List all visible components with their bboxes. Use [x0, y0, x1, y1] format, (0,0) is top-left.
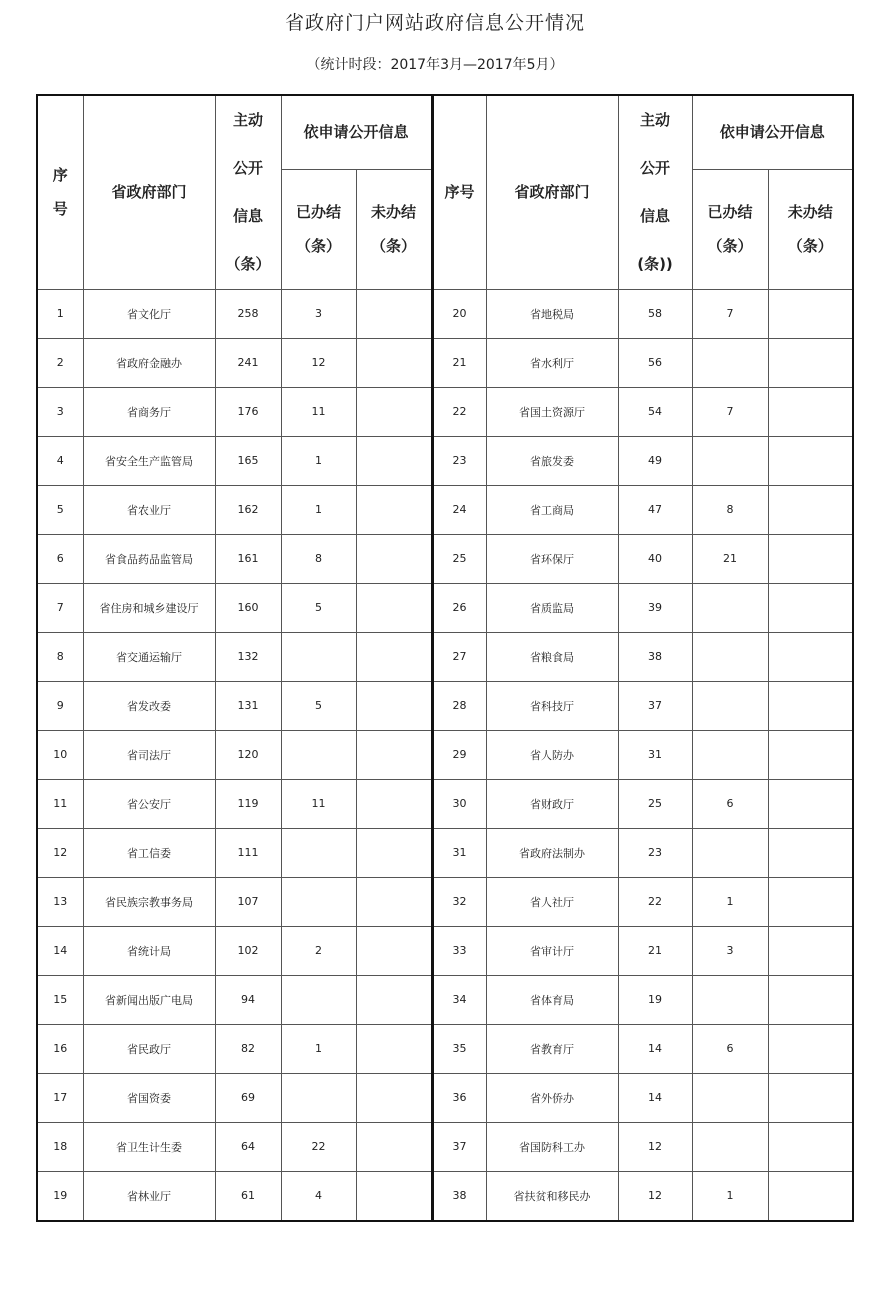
table-row: [37, 1024, 853, 1073]
left-done-cell: [281, 975, 356, 1024]
left-active-cell: 82: [215, 1024, 281, 1073]
left-active-cell: 69: [215, 1073, 281, 1122]
left-pending-cell: [356, 975, 432, 1024]
left-done-cell: [281, 632, 356, 681]
right-pending-cell: [768, 534, 853, 583]
right-pending-cell: [768, 1122, 853, 1171]
left-pending-cell: [356, 338, 432, 387]
right-dept-cell: 省国防科工办: [486, 1122, 618, 1171]
left-done-cell: 12: [281, 338, 356, 387]
right-active-cell: 58: [618, 289, 692, 338]
left-done-cell: 8: [281, 534, 356, 583]
table-row: [37, 730, 853, 779]
right-seq-cell: 35: [432, 1024, 486, 1073]
right-dept-cell: 省质监局: [486, 583, 618, 632]
left-seq-cell: 12: [37, 828, 83, 877]
left-active-cell: 160: [215, 583, 281, 632]
left-dept-cell: 省交通运输厅: [83, 632, 215, 681]
left-active-cell: 120: [215, 730, 281, 779]
right-done-cell: [692, 975, 768, 1024]
right-dept-cell: 省财政厅: [486, 779, 618, 828]
right-dept-cell: 省人防办: [486, 730, 618, 779]
header-apply-left: 依申请公开信息: [281, 95, 432, 169]
left-active-cell: 165: [215, 436, 281, 485]
right-seq-cell: 31: [432, 828, 486, 877]
table-row: [37, 534, 853, 583]
right-seq-cell: 28: [432, 681, 486, 730]
right-pending-cell: [768, 681, 853, 730]
left-done-cell: 5: [281, 681, 356, 730]
left-done-cell: 4: [281, 1171, 356, 1221]
left-active-cell: 131: [215, 681, 281, 730]
right-active-cell: 47: [618, 485, 692, 534]
left-dept-cell: 省司法厅: [83, 730, 215, 779]
left-dept-cell: 省政府金融办: [83, 338, 215, 387]
right-active-cell: 40: [618, 534, 692, 583]
right-active-cell: 21: [618, 926, 692, 975]
left-seq-cell: 16: [37, 1024, 83, 1073]
right-active-cell: 31: [618, 730, 692, 779]
left-dept-cell: 省农业厅: [83, 485, 215, 534]
header-active-right: 主动 公开 信息 (条)): [618, 95, 692, 289]
right-done-cell: 6: [692, 1024, 768, 1073]
table-row: [37, 1073, 853, 1122]
right-done-cell: 6: [692, 779, 768, 828]
table-row: [37, 583, 853, 632]
header-apply-right: 依申请公开信息: [692, 95, 853, 169]
header-seq-right: 序号: [432, 95, 486, 289]
right-seq-cell: 32: [432, 877, 486, 926]
right-done-cell: [692, 1073, 768, 1122]
right-pending-cell: [768, 583, 853, 632]
table-row: [37, 338, 853, 387]
right-dept-cell: 省环保厅: [486, 534, 618, 583]
left-pending-cell: [356, 1024, 432, 1073]
right-pending-cell: [768, 926, 853, 975]
right-done-cell: 3: [692, 926, 768, 975]
right-seq-cell: 20: [432, 289, 486, 338]
left-dept-cell: 省住房和城乡建设厅: [83, 583, 215, 632]
left-done-cell: 11: [281, 387, 356, 436]
left-seq-cell: 6: [37, 534, 83, 583]
left-seq-cell: 15: [37, 975, 83, 1024]
left-done-cell: 1: [281, 485, 356, 534]
left-seq-cell: 8: [37, 632, 83, 681]
right-dept-cell: 省科技厅: [486, 681, 618, 730]
right-seq-cell: 25: [432, 534, 486, 583]
right-seq-cell: 29: [432, 730, 486, 779]
left-pending-cell: [356, 436, 432, 485]
left-done-cell: 22: [281, 1122, 356, 1171]
left-seq-cell: 3: [37, 387, 83, 436]
header-done-right: 已办结 （条）: [692, 169, 768, 289]
left-seq-cell: 13: [37, 877, 83, 926]
right-dept-cell: 省工商局: [486, 485, 618, 534]
table-body: [37, 289, 853, 1221]
left-seq-cell: 11: [37, 779, 83, 828]
left-active-cell: 61: [215, 1171, 281, 1221]
right-dept-cell: 省国土资源厅: [486, 387, 618, 436]
table-row: [37, 779, 853, 828]
left-active-cell: 94: [215, 975, 281, 1024]
left-seq-cell: 9: [37, 681, 83, 730]
right-dept-cell: 省审计厅: [486, 926, 618, 975]
left-dept-cell: 省发改委: [83, 681, 215, 730]
right-seq-cell: 26: [432, 583, 486, 632]
page-subtitle: （统计时段：2017年3月—2017年5月）: [306, 57, 564, 73]
right-active-cell: 23: [618, 828, 692, 877]
left-dept-cell: 省林业厅: [83, 1171, 215, 1221]
table-row: [37, 1171, 853, 1221]
left-pending-cell: [356, 289, 432, 338]
disclosure-table: [36, 94, 854, 1222]
right-active-cell: 19: [618, 975, 692, 1024]
left-seq-cell: 1: [37, 289, 83, 338]
left-dept-cell: 省卫生计生委: [83, 1122, 215, 1171]
right-seq-cell: 38: [432, 1171, 486, 1221]
header-dept-right: 省政府部门: [486, 95, 618, 289]
header-active-left: 主动 公开 信息 （条）: [215, 95, 281, 289]
header-dept-left: 省政府部门: [83, 95, 215, 289]
left-pending-cell: [356, 632, 432, 681]
left-active-cell: 176: [215, 387, 281, 436]
right-active-cell: 38: [618, 632, 692, 681]
left-seq-cell: 10: [37, 730, 83, 779]
right-pending-cell: [768, 1073, 853, 1122]
right-pending-cell: [768, 338, 853, 387]
right-done-cell: 1: [692, 1171, 768, 1221]
left-pending-cell: [356, 485, 432, 534]
table-row: [37, 828, 853, 877]
left-active-cell: 107: [215, 877, 281, 926]
left-pending-cell: [356, 387, 432, 436]
right-pending-cell: [768, 828, 853, 877]
left-pending-cell: [356, 828, 432, 877]
right-done-cell: 7: [692, 387, 768, 436]
right-dept-cell: 省旅发委: [486, 436, 618, 485]
header-pending-right: 未办结 （条）: [768, 169, 853, 289]
right-seq-cell: 27: [432, 632, 486, 681]
table-row: [37, 485, 853, 534]
table-row: [37, 436, 853, 485]
right-seq-cell: 23: [432, 436, 486, 485]
left-dept-cell: 省商务厅: [83, 387, 215, 436]
right-active-cell: 12: [618, 1171, 692, 1221]
right-pending-cell: [768, 779, 853, 828]
right-seq-cell: 24: [432, 485, 486, 534]
left-pending-cell: [356, 534, 432, 583]
left-active-cell: 241: [215, 338, 281, 387]
right-seq-cell: 36: [432, 1073, 486, 1122]
right-done-cell: [692, 828, 768, 877]
right-active-cell: 14: [618, 1024, 692, 1073]
header-seq-left: 序 号: [37, 95, 83, 289]
left-done-cell: [281, 1073, 356, 1122]
left-dept-cell: 省食品药品监管局: [83, 534, 215, 583]
right-active-cell: 37: [618, 681, 692, 730]
right-pending-cell: [768, 289, 853, 338]
right-pending-cell: [768, 632, 853, 681]
right-pending-cell: [768, 387, 853, 436]
left-dept-cell: 省民族宗教事务局: [83, 877, 215, 926]
right-pending-cell: [768, 1024, 853, 1073]
left-active-cell: 64: [215, 1122, 281, 1171]
table-row: [37, 877, 853, 926]
right-active-cell: 54: [618, 387, 692, 436]
right-done-cell: [692, 1122, 768, 1171]
table-row: [37, 1122, 853, 1171]
right-done-cell: 1: [692, 877, 768, 926]
right-active-cell: 14: [618, 1073, 692, 1122]
left-done-cell: 1: [281, 436, 356, 485]
left-pending-cell: [356, 926, 432, 975]
left-dept-cell: 省工信委: [83, 828, 215, 877]
page-title: 省政府门户网站政府信息公开情况: [284, 12, 585, 34]
right-done-cell: [692, 436, 768, 485]
left-seq-cell: 4: [37, 436, 83, 485]
left-active-cell: 162: [215, 485, 281, 534]
right-pending-cell: [768, 730, 853, 779]
right-done-cell: [692, 681, 768, 730]
left-active-cell: 119: [215, 779, 281, 828]
right-seq-cell: 30: [432, 779, 486, 828]
left-active-cell: 258: [215, 289, 281, 338]
right-pending-cell: [768, 436, 853, 485]
left-pending-cell: [356, 1122, 432, 1171]
left-done-cell: [281, 730, 356, 779]
right-dept-cell: 省扶贫和移民办: [486, 1171, 618, 1221]
left-dept-cell: 省国资委: [83, 1073, 215, 1122]
left-done-cell: 11: [281, 779, 356, 828]
table-row: [37, 975, 853, 1024]
left-seq-cell: 19: [37, 1171, 83, 1221]
left-dept-cell: 省文化厅: [83, 289, 215, 338]
right-pending-cell: [768, 1171, 853, 1221]
right-active-cell: 49: [618, 436, 692, 485]
right-pending-cell: [768, 877, 853, 926]
right-dept-cell: 省政府法制办: [486, 828, 618, 877]
right-done-cell: [692, 338, 768, 387]
table-row: [37, 632, 853, 681]
right-pending-cell: [768, 975, 853, 1024]
left-pending-cell: [356, 1073, 432, 1122]
left-seq-cell: 14: [37, 926, 83, 975]
left-done-cell: [281, 877, 356, 926]
left-active-cell: 111: [215, 828, 281, 877]
header-pending-left: 未办结 （条）: [356, 169, 432, 289]
table-row: [37, 926, 853, 975]
right-done-cell: 8: [692, 485, 768, 534]
left-seq-cell: 5: [37, 485, 83, 534]
right-dept-cell: 省教育厅: [486, 1024, 618, 1073]
right-active-cell: 56: [618, 338, 692, 387]
left-pending-cell: [356, 877, 432, 926]
table-row: [37, 681, 853, 730]
left-pending-cell: [356, 1171, 432, 1221]
right-pending-cell: [768, 485, 853, 534]
right-seq-cell: 33: [432, 926, 486, 975]
right-active-cell: 25: [618, 779, 692, 828]
right-seq-cell: 34: [432, 975, 486, 1024]
right-seq-cell: 37: [432, 1122, 486, 1171]
left-dept-cell: 省公安厅: [83, 779, 215, 828]
left-dept-cell: 省新闻出版广电局: [83, 975, 215, 1024]
right-active-cell: 22: [618, 877, 692, 926]
left-pending-cell: [356, 583, 432, 632]
right-dept-cell: 省外侨办: [486, 1073, 618, 1122]
left-seq-cell: 17: [37, 1073, 83, 1122]
left-dept-cell: 省统计局: [83, 926, 215, 975]
right-done-cell: 21: [692, 534, 768, 583]
right-dept-cell: 省体育局: [486, 975, 618, 1024]
left-done-cell: 2: [281, 926, 356, 975]
right-done-cell: [692, 583, 768, 632]
right-seq-cell: 21: [432, 338, 486, 387]
left-done-cell: 5: [281, 583, 356, 632]
left-pending-cell: [356, 779, 432, 828]
right-active-cell: 12: [618, 1122, 692, 1171]
right-active-cell: 39: [618, 583, 692, 632]
right-seq-cell: 22: [432, 387, 486, 436]
left-dept-cell: 省安全生产监管局: [83, 436, 215, 485]
right-dept-cell: 省粮食局: [486, 632, 618, 681]
right-dept-cell: 省地税局: [486, 289, 618, 338]
left-pending-cell: [356, 730, 432, 779]
left-active-cell: 102: [215, 926, 281, 975]
header-done-left: 已办结 （条）: [281, 169, 356, 289]
table-row: [37, 387, 853, 436]
left-seq-cell: 18: [37, 1122, 83, 1171]
left-done-cell: 3: [281, 289, 356, 338]
left-pending-cell: [356, 681, 432, 730]
left-seq-cell: 2: [37, 338, 83, 387]
right-dept-cell: 省水利厅: [486, 338, 618, 387]
right-done-cell: 7: [692, 289, 768, 338]
right-done-cell: [692, 632, 768, 681]
table-row: [37, 289, 853, 338]
left-done-cell: [281, 828, 356, 877]
left-active-cell: 161: [215, 534, 281, 583]
right-done-cell: [692, 730, 768, 779]
left-dept-cell: 省民政厅: [83, 1024, 215, 1073]
left-active-cell: 132: [215, 632, 281, 681]
right-dept-cell: 省人社厅: [486, 877, 618, 926]
left-seq-cell: 7: [37, 583, 83, 632]
left-done-cell: 1: [281, 1024, 356, 1073]
